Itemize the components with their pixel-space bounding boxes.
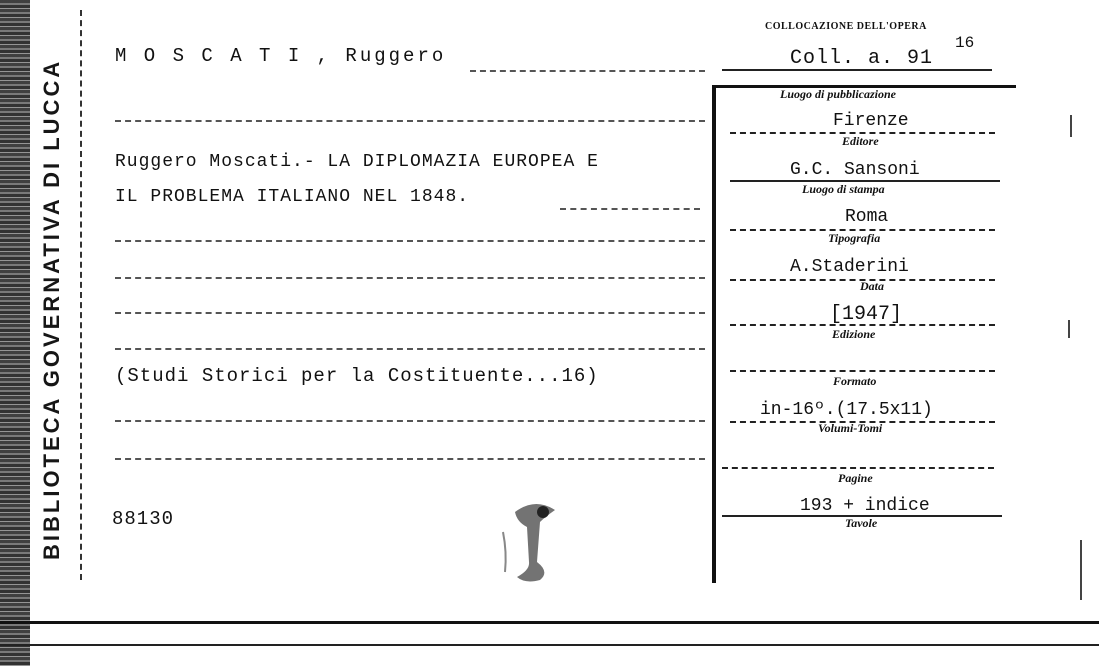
label-printer: Tipografia <box>828 231 881 245</box>
value-printer: A.Staderini <box>790 257 909 277</box>
rule <box>115 312 705 314</box>
card-bottom-rule <box>0 621 1099 624</box>
card-bottom-rule-2 <box>0 644 1099 646</box>
rule <box>470 70 705 72</box>
rule <box>115 277 705 279</box>
value-place-of-publication: Firenze <box>833 111 909 131</box>
label-volumes: Volumi-Tomi <box>818 421 883 435</box>
value-place-of-printing: Roma <box>845 207 889 227</box>
card-edge <box>0 0 30 666</box>
author-heading: M O S C A T I , Ruggero <box>115 45 447 67</box>
collocation-label: COLLOCAZIONE DELL'OPERA <box>765 21 927 32</box>
rule <box>115 420 705 422</box>
label-plates: Tavole <box>845 516 878 530</box>
margin-mark <box>1068 320 1070 338</box>
series-statement: (Studi Storici per la Costituente...16) <box>115 365 599 387</box>
inventory-number: 88130 <box>112 508 175 530</box>
label-publisher: Editore <box>842 134 879 148</box>
value-format: in-16º.(17.5x11) <box>760 400 933 420</box>
library-name: BIBLIOTECA GOVERNATIVA DI LUCCA <box>39 58 64 560</box>
margin-mark <box>1070 115 1072 137</box>
value-pages: 193 + indice <box>800 496 930 516</box>
rule <box>730 324 995 326</box>
label-date: Data <box>860 279 884 293</box>
value-date: [1947] <box>830 303 903 326</box>
rule <box>722 467 994 469</box>
margin-mark <box>1080 540 1082 600</box>
rule <box>115 458 705 460</box>
label-place-of-printing: Luogo di stampa <box>802 182 885 196</box>
label-place-of-publication: Luogo di pubblicazione <box>780 87 897 101</box>
rule <box>115 120 705 122</box>
left-margin-rule <box>80 10 82 580</box>
label-format: Formato <box>833 374 877 388</box>
rule <box>730 370 995 372</box>
value-publisher: G.C. Sansoni <box>790 160 920 180</box>
shelfmark-superscript: 16 <box>955 34 975 52</box>
title-line-1: Ruggero Moscati.- LA DIPLOMAZIA EUROPEA E <box>115 152 599 172</box>
title-line-2: IL PROBLEMA ITALIANO NEL 1848. <box>115 187 470 207</box>
shelfmark-underline <box>722 69 992 71</box>
rule <box>115 348 705 350</box>
library-stamp-image <box>495 492 575 587</box>
shelfmark: Coll. a. 91 <box>790 47 934 70</box>
rule <box>115 240 705 242</box>
label-edition: Edizione <box>832 327 876 341</box>
rule <box>560 208 700 210</box>
label-pages: Pagine <box>838 471 873 485</box>
